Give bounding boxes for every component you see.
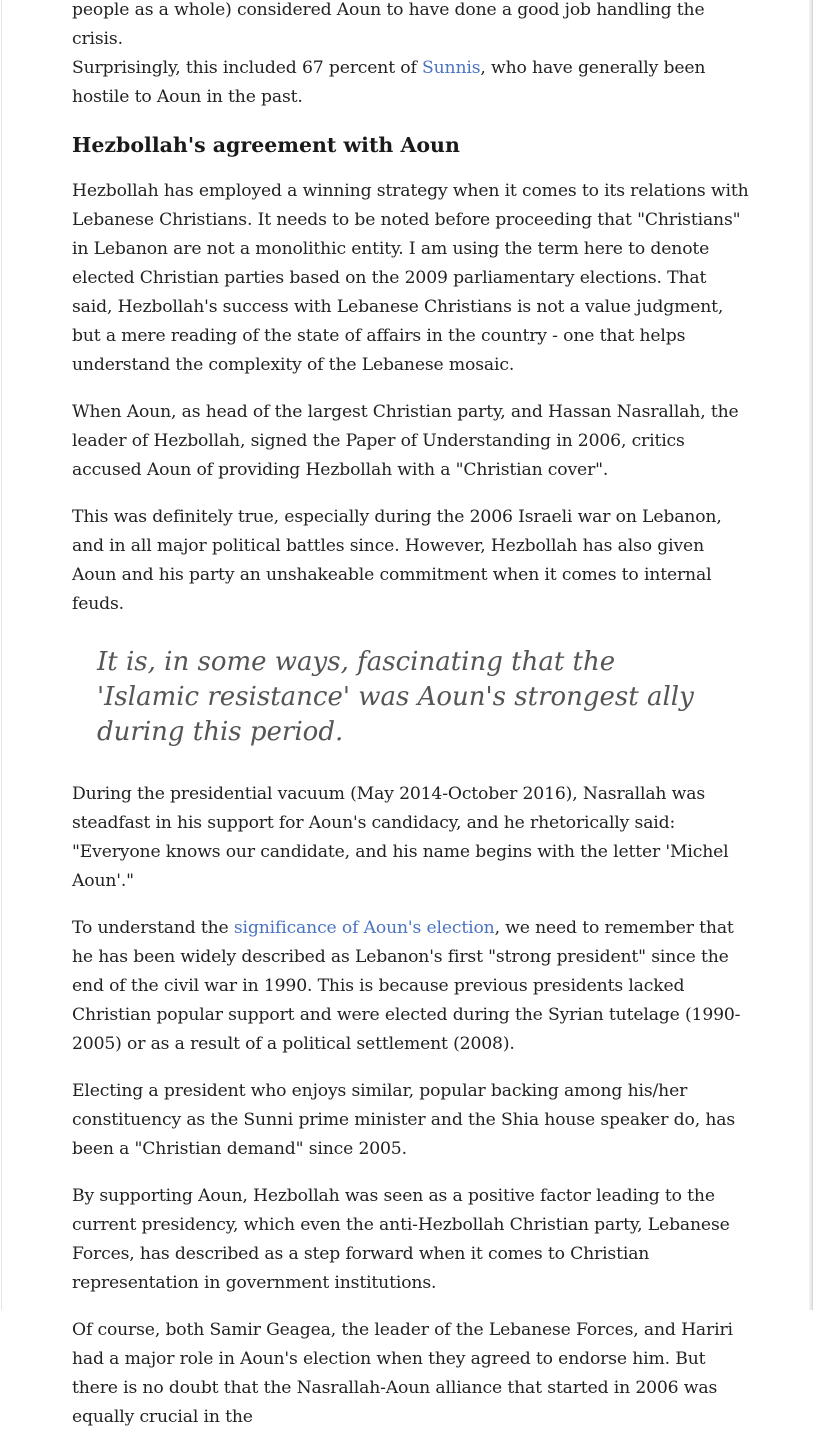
paragraph-christian-cover: This was definitely true, especially during the 2006 Israeli war on Lebanon, and in all major political battles since. However, Hezbollah has also given Aoun and his party an unshakeable commitment when it comes to internal feuds.	[72, 507, 722, 614]
article-body	[72, 0, 750, 1450]
paragraph-text: , we need to remember that he has been widely described as Lebanon's first "strong president" since the end of the civil war in 1990. This is because previous presidents lacked Christian popular support and were elected during the Syrian tutelage (1990-2005) or as a result of a political settlement (2008).	[72, 918, 741, 1054]
sunnis-link[interactable]: Sunnis	[422, 58, 481, 78]
paragraph-strong-president	[72, 914, 750, 1059]
paragraph-text: people as a whole) considered Aoun to have done a good job handling the crisis.	[72, 0, 705, 49]
paragraph-text: Surprisingly, this included 67 percent of	[72, 58, 423, 78]
section-heading: Hezbollah's agreement with Aoun	[72, 133, 460, 157]
pull-quote: It is, in some ways, fascinating that the 'Islamic resistance' was Aoun's strongest ally during this period.	[97, 647, 694, 747]
paragraph-christian-demand: Electing a president who enjoys similar, popular backing among his/her constituency as the Sunni prime minister and the Shia house speaker do, has been a "Christian demand" since 2005.	[72, 1081, 736, 1159]
paragraph-text: , who have generally been hostile to Aoun in the past.	[72, 58, 706, 107]
paragraph-crisis-poll	[72, 0, 750, 112]
paragraph-text: To understand the	[72, 918, 234, 938]
aoun-election-link[interactable]: significance of Aoun's election	[233, 918, 495, 938]
page	[1, 0, 813, 1427]
paragraph-winning-strategy: Hezbollah has employed a winning strategy when it comes to its relations with Lebanese Christians. It needs to be noted before proceeding that "Christians" in Lebanon are not a monolithic entity. I am using the term here to denote elected Christian parties based on the 2009 parliamentary elections. That said, Hezbollah's success with Lebanese Christians is not a value judgment, but a mere reading of the state of affairs in the country - one that helps understand the complexity of the Lebanese mosaic.	[72, 181, 749, 375]
paragraph-presidential-vacuum: During the presidential vacuum (May 2014-October 2016), Nasrallah was steadfast in his support for Aoun's candidacy, and he rhetorically said: "Everyone knows our candidate, and his name begins with the letter 'Michel Aoun'."	[72, 784, 729, 891]
paragraph-paper-of-understanding: When Aoun, as head of the largest Christian party, and Hassan Nasrallah, the leader of Hezbollah, signed the Paper of Understanding in 2006, critics accused Aoun of providing Hezbollah with a "Christian cover".	[72, 402, 739, 480]
paragraph-supporting-aoun: By supporting Aoun, Hezbollah was seen as a positive factor leading to the current presidency, which even the anti-Hezbollah Christian party, Lebanese Forces, has described as a step forward when it comes to Christian representation in government institutions.	[72, 1186, 730, 1293]
paragraph-geagea-hariri: Of course, both Samir Geagea, the leader of the Lebanese Forces, and Hariri had a major role in Aoun's election when they agreed to endorse him. But there is no doubt that the Nasrallah-Aoun alliance that started in 2006 was equally crucial in the	[72, 1320, 733, 1427]
